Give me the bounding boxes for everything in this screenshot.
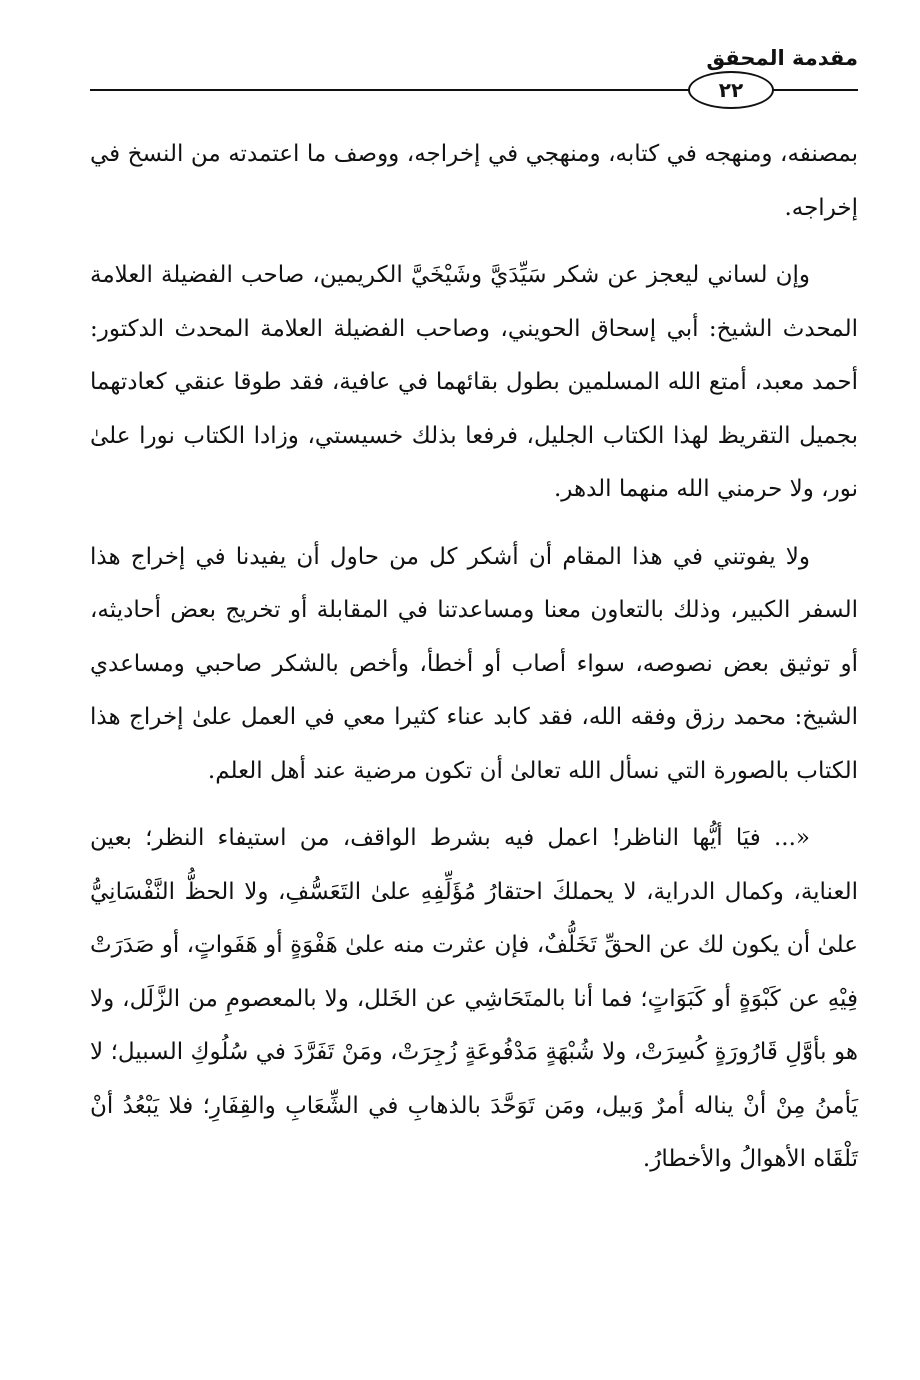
page-body: [90, 128, 858, 1201]
page-number: ٢٢: [688, 71, 774, 109]
paragraph: وإن لساني ليعجز عن شكر سَيِّدَيَّ وشَيْخَيَّ الكريمين، صاحب الفضيلة العلامة المحدث الشيخ: أبي إسحاق الحويني، وصاحب الفضيلة العلامة المحدث الدكتور: أحمد معبد، أمتع الله المسلمين بطول بقائهما في عافية، فقد طوقا عنقي كعادتهما بجميل التقريظ لهذا الكتاب الجليل، فرفعا بذلك خسيستي، وزادا الكتاب نورا علىٰ نور، ولا حرمني الله منهما الدهر.: [90, 262, 858, 502]
quoted-paragraph: «... فيَا أيُّها الناظر! اعمل فيه بشرط الواقف، من استيفاء النظر؛ بعين العناية، وكمال الدراية، لا يحملكَ احتقارُ مُؤَلِّفِهِ علىٰ التَعَسُّفِ، ولا الحظُّ النَّفْسَانِيُّ علىٰ أن يكون لك عن الحقِّ تَخَلُّفٌ، فإن عثرت منه علىٰ هَفْوَةٍ أو هَفَواتٍ، أو صَدَرَتْ فِيْهِ عن كَبْوَةٍ أو كَبَوَاتٍ؛ فما أنا بالمتَحَاشِي عن الخَلل، ولا بالمعصومِ من الزَّلَل، ولا هو بأوَّلِ قَارُورَةٍ كُسِرَتْ، ولا شُبْهَةٍ مَدْفُوعَةٍ زُجِرَتْ، ومَنْ تَفَرَّدَ في سُلُوكِ السبيل؛ لا يَأمنُ مِنْ أنْ يناله أمرٌ وَبيل، ومَن تَوَحَّدَ بالذهابِ في الشِّعَابِ والقِفَارِ؛ فلا يَبْعُدُ أنْ تَلْقَاه الأهوالُ والأخطارُ.: [90, 825, 858, 1172]
paragraph: بمصنفه، ومنهجه في كتابه، ومنهجي في إخراجه، ووصف ما اعتمدته من النسخ في إخراجه.: [90, 141, 858, 221]
paragraph: ولا يفوتني في هذا المقام أن أشكر كل من حاول أن يفيدنا في إخراج هذا السفر الكبير، وذلك بالتعاون معنا ومساعدتنا في المقابلة أو تخريج بعض أحاديثه، أو توثيق بعض نصوصه، سواء أصاب أو أخطأ، وأخص بالشكر صاحبي ومساعدي الشيخ: محمد رزق وفقه الله، فقد كابد عناء كثيرا معي في العمل علىٰ إخراج هذا الكتاب بالصورة التي نسأل الله تعالىٰ أن تكون مرضية عند أهل العلم.: [90, 543, 858, 784]
page-header: [90, 40, 858, 102]
running-title: مقدمة المحقق: [706, 46, 858, 70]
